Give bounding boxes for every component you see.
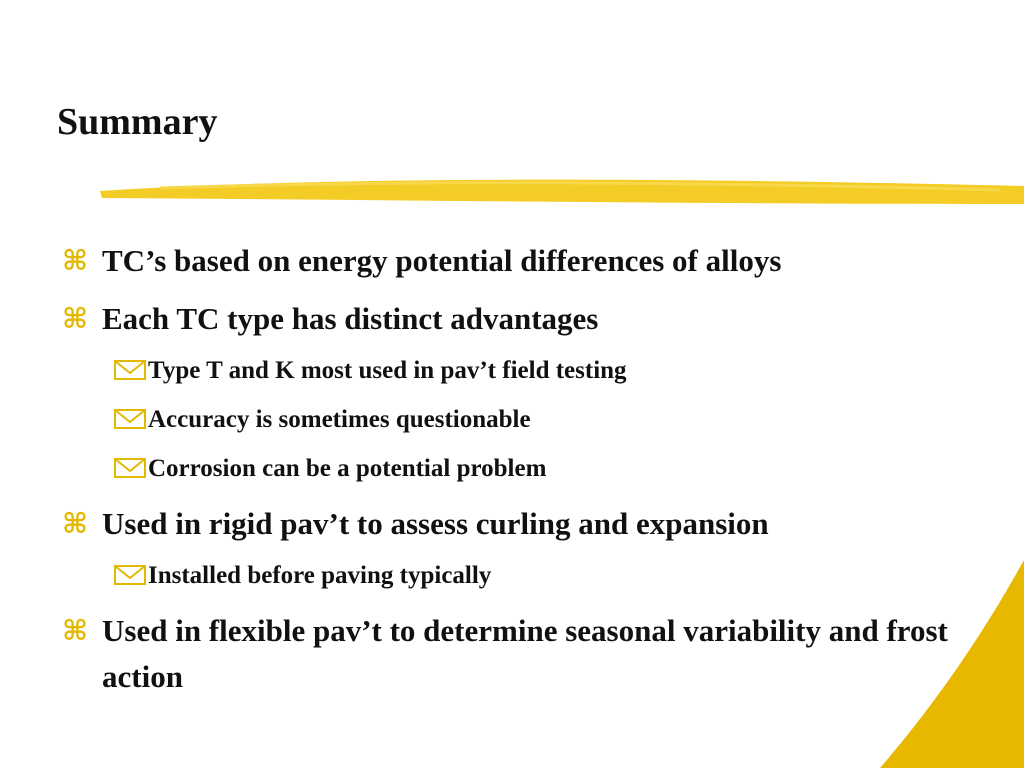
bullet-text: Each TC type has distinct advantages bbox=[102, 301, 599, 336]
bullet-text: Type T and K most used in pav’t field testing bbox=[148, 357, 627, 384]
bullet-item bbox=[62, 608, 1002, 700]
sub-bullet-item bbox=[62, 354, 1002, 387]
sub-bullet-item bbox=[62, 452, 1002, 485]
envelope-icon bbox=[114, 565, 146, 585]
command-key-icon: ⌘ bbox=[62, 614, 88, 647]
bullet-text: TC’s based on energy potential differences of alloys bbox=[102, 243, 782, 278]
envelope-icon bbox=[114, 458, 146, 478]
command-key-icon: ⌘ bbox=[62, 302, 88, 335]
bullet-text: Accuracy is sometimes questionable bbox=[148, 406, 531, 433]
bullet-text: Installed before paving typically bbox=[148, 562, 492, 589]
bullet-item bbox=[62, 501, 1002, 547]
command-key-icon: ⌘ bbox=[62, 507, 88, 540]
sub-bullet-item bbox=[62, 559, 1002, 592]
bullet-item bbox=[62, 296, 1002, 342]
bullet-list bbox=[62, 238, 1002, 712]
bullet-text: Used in rigid pav’t to assess curling and expansion bbox=[102, 506, 769, 541]
bullet-item bbox=[62, 238, 1002, 284]
command-key-icon: ⌘ bbox=[62, 244, 88, 277]
envelope-icon bbox=[114, 409, 146, 429]
envelope-icon bbox=[114, 360, 146, 380]
sub-bullet-item bbox=[62, 403, 1002, 436]
bullet-text: Corrosion can be a potential problem bbox=[148, 455, 547, 482]
slide-title: Summary bbox=[57, 101, 218, 143]
bullet-text: Used in flexible pav’t to determine seasonal variability and frost action bbox=[102, 613, 948, 694]
